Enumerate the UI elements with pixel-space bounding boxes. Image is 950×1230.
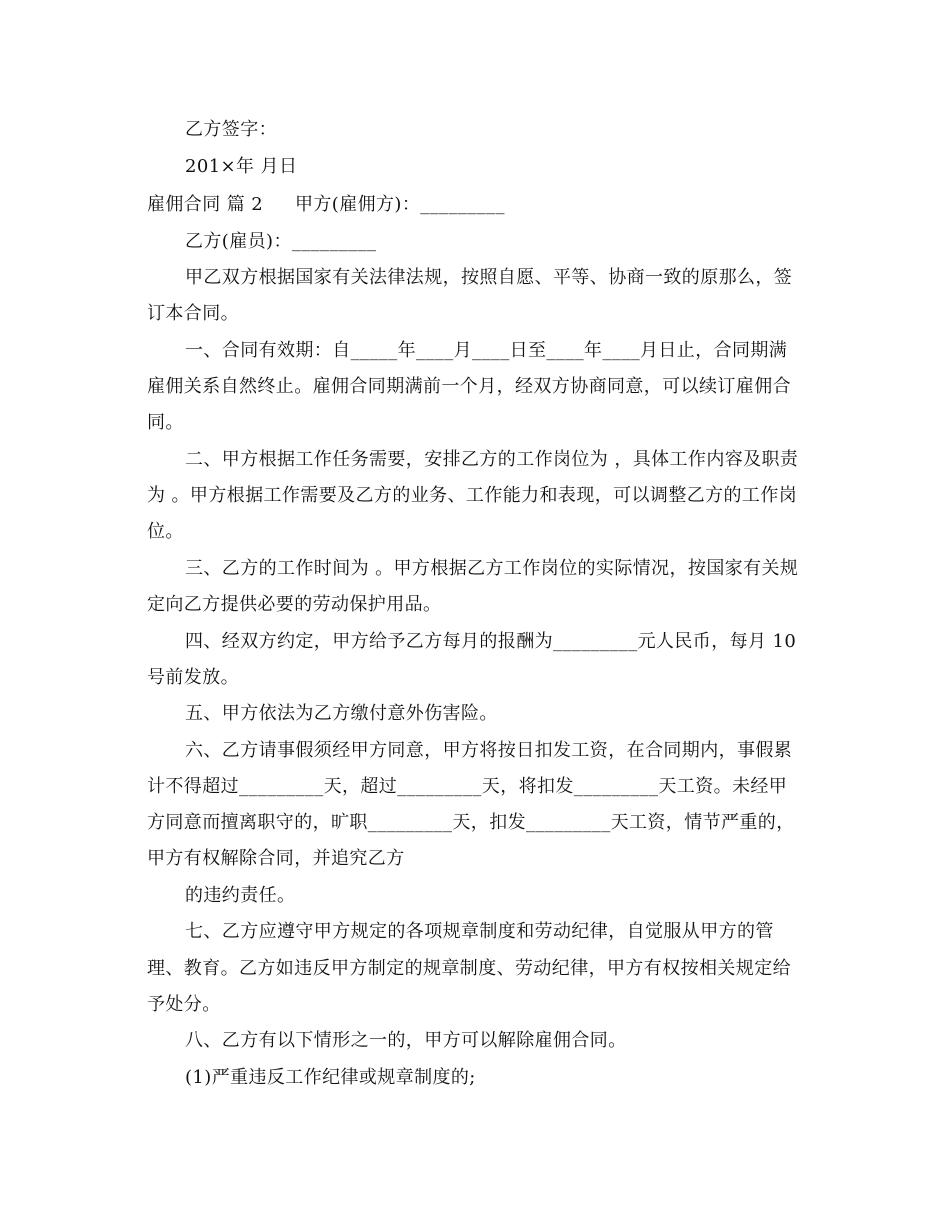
paragraph-line: 理、教育。乙方如违反甲方制定的规章制度、劳动纪律，甲方有权按相关规定给 — [147, 958, 791, 979]
paragraph-line: (1)严重违反工作纪律或规章制度的; — [185, 1067, 476, 1088]
paragraph-line: 号前发放。 — [147, 667, 239, 688]
paragraph-line: 定向乙方提供必要的劳动保护用品。 — [147, 594, 442, 615]
party-b-line: 乙方(雇员)：_________ — [185, 231, 377, 252]
paragraph-line: 位。 — [147, 521, 184, 542]
party-a-line: 甲方(雇佣方)：_________ — [295, 194, 505, 215]
paragraph-line: 的违约责任。 — [185, 885, 296, 906]
signature-date: 201×年 月日 — [185, 156, 298, 177]
paragraph-line: 六、乙方请事假须经甲方同意，甲方将按日扣发工资，在合同期内，事假累 — [185, 740, 793, 761]
paragraph-line: 为 。甲方根据工作需要及乙方的业务、工作能力和表现，可以调整乙方的工作岗 — [147, 485, 798, 506]
paragraph-line: 二、甲方根据工作任务需要，安排乙方的工作岗位为 ，具体工作内容及职责 — [185, 449, 799, 470]
paragraph-line: 七、乙方应遵守甲方规定的各项规章制度和劳动纪律，自觉服从甲方的管 — [185, 921, 774, 942]
paragraph-line: 计不得超过_________天，超过_________天，将扣发_________天工资。未经甲 — [147, 776, 788, 797]
contract-title: 雇佣合同 篇 2 — [147, 194, 264, 215]
paragraph-line: 甲方有权解除合同，并追究乙方 — [147, 848, 405, 869]
paragraph-line: 雇佣关系自然终止。雇佣合同期满前一个月，经双方协商同意，可以续订雇佣合 — [147, 376, 791, 397]
paragraph-line: 甲乙双方根据国家有关法律法规，按照自愿、平等、协商一致的原那么，签 — [185, 267, 793, 288]
paragraph-line: 五、甲方依法为乙方缴付意外伤害险。 — [185, 703, 498, 724]
paragraph-line: 予处分。 — [147, 994, 221, 1015]
paragraph-line: 八、乙方有以下情形之一的，甲方可以解除雇佣合同。 — [185, 1030, 627, 1051]
paragraph-line: 方同意而擅离职守的，旷职_________天，扣发_________天工资，情节严重的， — [147, 812, 795, 833]
paragraph-line: 一、合同有效期：自_____年____月____日至____年____月日止，合同期满 — [185, 340, 788, 361]
signature-label: 乙方签字： — [185, 119, 277, 140]
paragraph-line: 同。 — [147, 412, 184, 433]
paragraph-line: 四、经双方约定，甲方给予乙方每月的报酬为_________元人民币，每月 10 — [185, 631, 797, 652]
paragraph-line: 三、乙方的工作时间为 。甲方根据乙方工作岗位的实际情况，按国家有关规 — [185, 558, 799, 579]
paragraph-line: 订本合同。 — [147, 303, 239, 324]
